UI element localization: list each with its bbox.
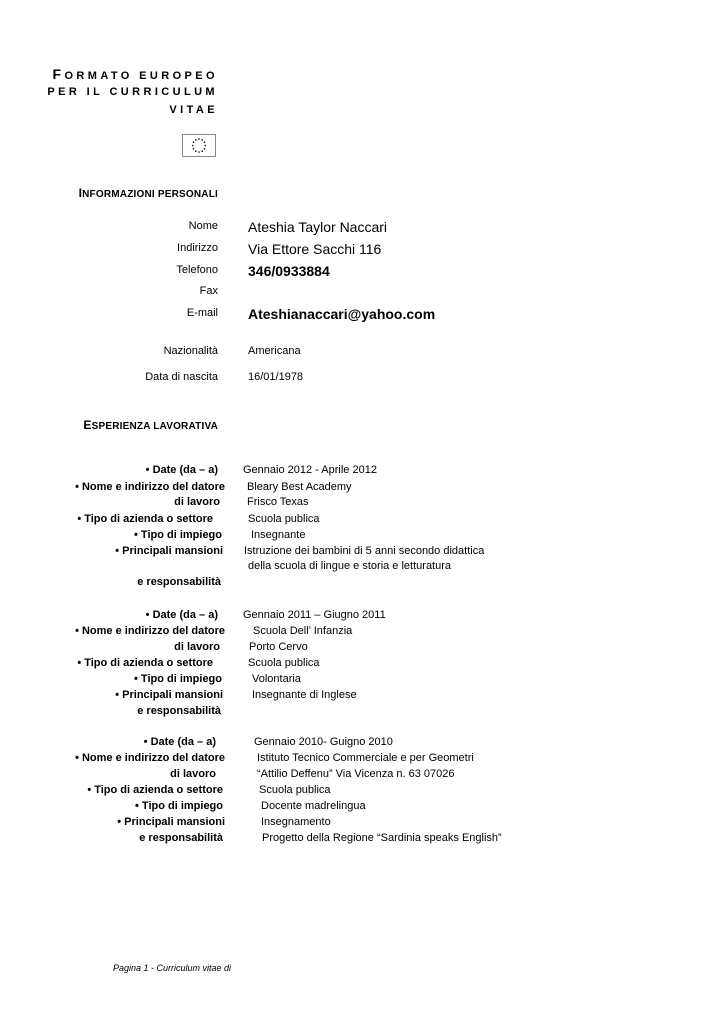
job2-employer-label: • Nome e indirizzo del datore [75,625,225,637]
job1-duties-line-2: della scuola di lingue e storia e letturatura [248,560,452,572]
job1-duties-label-cont: e responsabilità [137,576,221,588]
job1-employer-address: Frisco Texas [247,496,309,508]
job2-dates-label: • Date (da – a) [145,609,218,621]
job3-employer-label: • Nome e indirizzo del datore [75,752,225,764]
job3-job-type-value: Docente madrelingua [261,800,366,812]
job3-employer-address: “Attilio Deffenu” Via Vicenza n. 63 07026 [257,768,455,780]
job1-sector-label: • Tipo di azienda o settore [77,513,213,525]
page-footer: Pagina 1 - Curriculum vitae di [113,963,232,973]
job3-job-type-label: • Tipo di impiego [135,800,223,812]
job3-sector-value: Scuola publica [259,784,331,796]
phone-label: Telefono [176,264,218,276]
job1-job-type-value: Insegnante [251,529,306,541]
name-value: Ateshia Taylor Naccari [248,219,388,235]
job2-duties-label: • Principali mansioni [115,689,223,701]
job3-sector-label: • Tipo di azienda o settore [87,784,223,796]
job1-duties-label: • Principali mansioni [115,545,223,557]
job2-duties-label-cont: e responsabilità [137,705,221,717]
job2-job-type-value: Volontaria [252,673,301,685]
birth-date-value: 16/01/1978 [248,371,304,383]
section-heading-personal-info: INFORMAZIONI PERSONALI [78,186,218,200]
fax-label: Fax [199,285,218,297]
cv-title-line-1: FORMATO EUROPEO [52,66,218,82]
name-label: Nome [188,220,218,232]
job2-dates-value: Gennaio 2011 – Giugno 2011 [243,609,386,621]
job3-dates-value: Gennaio 2010- Guigno 2010 [254,736,393,748]
job1-employer-label-cont: di lavoro [174,496,220,508]
birth-date-label: Data di nascita [145,371,218,383]
job3-duties-label: • Principali mansioni [117,816,225,828]
job2-sector-value: Scuola publica [248,657,320,669]
job2-employer-name: Scuola Dell’ Infanzia [253,625,353,637]
nationality-label: Nazionalità [163,345,218,357]
job3-duties-label-cont: e responsabilità [139,832,223,844]
nationality-value: Americana [248,345,301,357]
job3-employer-name: Istituto Tecnico Commerciale e per Geometri [257,752,474,764]
email-value: Ateshianaccari@yahoo.com [248,306,436,322]
job1-employer-name: Bleary Best Academy [247,481,352,493]
job2-employer-address: Porto Cervo [249,641,308,653]
eu-flag-icon [182,134,216,157]
job2-duties-line-1: Insegnante di Inglese [252,689,357,701]
job1-job-type-label: • Tipo di impiego [134,529,222,541]
job1-dates-label: • Date (da – a) [145,464,218,476]
cv-title-line-2: PER IL CURRICULUM [47,86,218,98]
job2-employer-label-cont: di lavoro [174,641,220,653]
job1-sector-value: Scuola publica [248,513,320,525]
job3-duties-line-2: Progetto della Regione “Sardinia speaks English” [262,832,502,844]
job2-sector-label: • Tipo di azienda o settore [77,657,213,669]
section-heading-work-experience: ESPERIENZA LAVORATIVA [83,418,218,432]
address-label: Indirizzo [177,242,218,254]
job3-dates-label: • Date (da – a) [143,736,216,748]
job3-duties-line-1: Insegnamento [261,816,331,828]
cv-title-line-3: VITAE [169,104,218,116]
job1-employer-label: • Nome e indirizzo del datore [75,481,225,493]
address-value: Via Ettore Sacchi 116 [248,241,382,257]
job1-dates-value: Gennaio 2012 - Aprile 2012 [243,464,377,476]
job2-job-type-label: • Tipo di impiego [134,673,222,685]
job3-employer-label-cont: di lavoro [170,768,216,780]
email-label: E-mail [186,307,218,319]
phone-value: 346/0933884 [248,263,330,279]
job1-duties-line-1: Istruzione dei bambini di 5 anni secondo didattica [244,545,485,557]
